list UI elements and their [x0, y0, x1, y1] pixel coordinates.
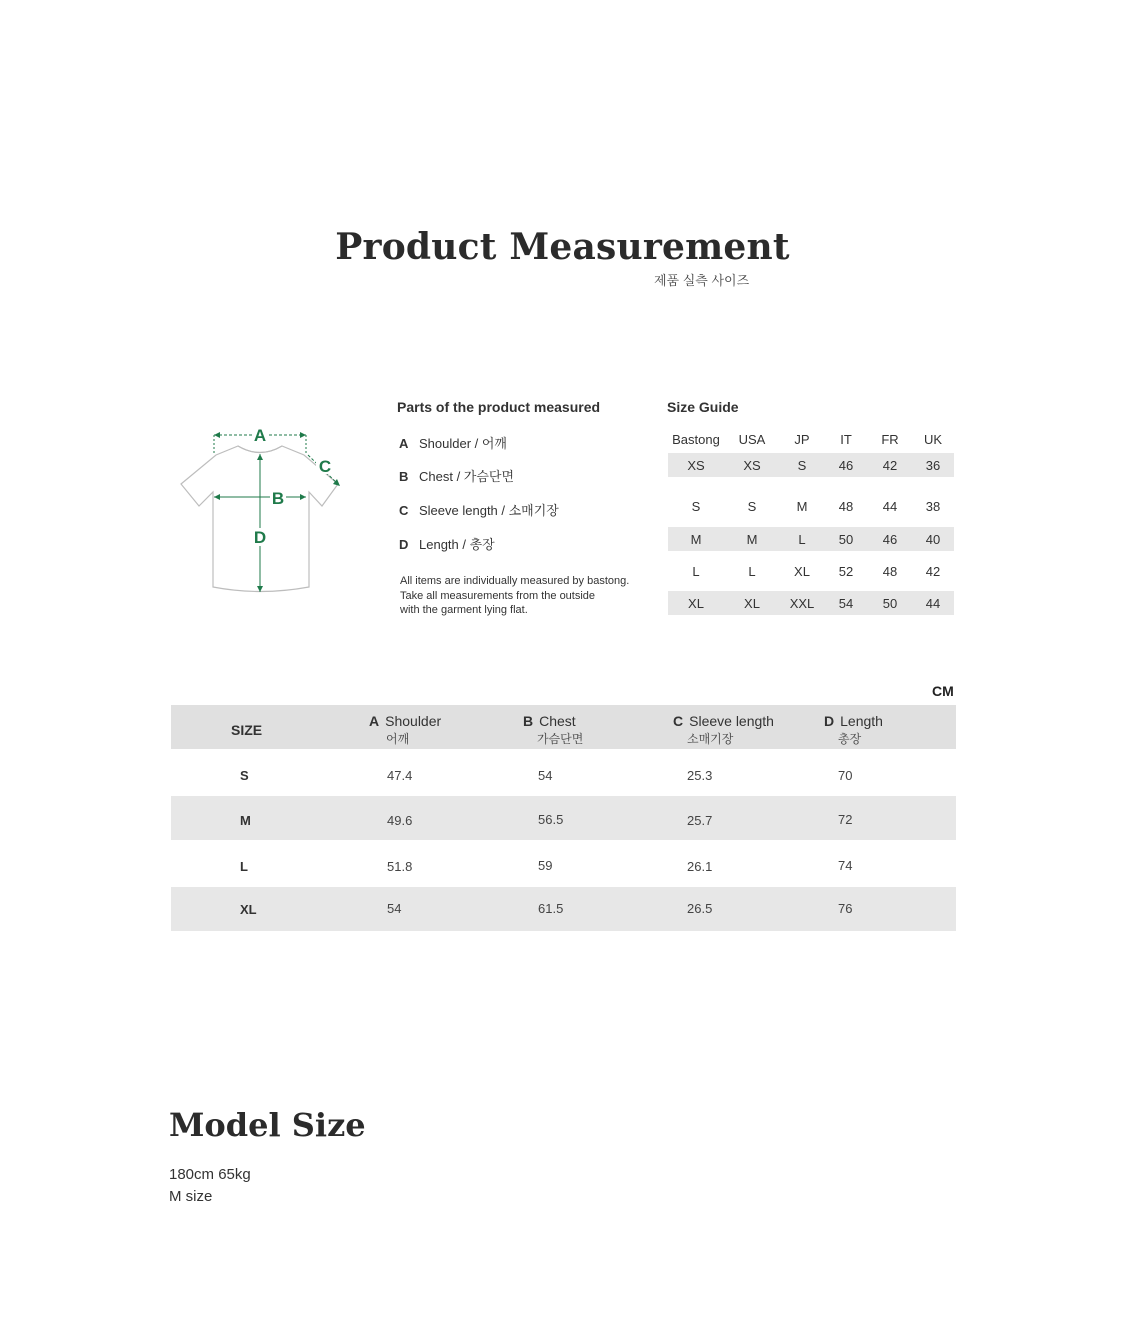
- row-size: S: [240, 768, 249, 783]
- column-name: Sleeve length: [689, 713, 774, 729]
- note-line: All items are individually measured by bastong.: [400, 575, 630, 587]
- column-name: Shoulder: [385, 713, 442, 729]
- cell-shoulder: 47.4: [387, 768, 413, 783]
- size-guide-col-header: Bastong: [672, 431, 720, 447]
- size-guide-cell: S: [691, 498, 701, 514]
- size-guide-cell: 52: [838, 563, 854, 579]
- column-letter: C: [673, 713, 684, 729]
- cell-length: 72: [838, 812, 853, 827]
- measurement-row: [171, 887, 956, 931]
- measurement-note: [400, 574, 660, 618]
- part-letter: C: [399, 503, 409, 518]
- size-guide-col-header: USA: [738, 431, 766, 447]
- column-letter: D: [824, 713, 835, 729]
- cell-length: 74: [838, 858, 853, 873]
- page-subtitle: 제품 실측 사이즈: [654, 273, 750, 288]
- column-name-ko: 총장: [838, 732, 862, 746]
- column-name: Length: [840, 713, 883, 729]
- column-header-chest: [523, 713, 583, 747]
- column-letter: B: [523, 713, 534, 729]
- part-item-c: [399, 500, 559, 519]
- cell-chest: 59: [538, 858, 553, 873]
- size-guide-cell: 36: [925, 457, 941, 473]
- cell-chest: 56.5: [538, 812, 564, 827]
- measurement-table: [171, 705, 956, 931]
- size-guide-cell: 44: [925, 595, 941, 611]
- size-guide-cell: 44: [882, 498, 898, 514]
- row-size: XL: [240, 902, 257, 917]
- column-letter: A: [369, 713, 380, 729]
- size-guide-heading: Size Guide: [667, 399, 739, 415]
- diagram-label-b: B: [271, 489, 285, 508]
- part-item-a: [399, 433, 507, 452]
- part-item-b: [399, 466, 514, 485]
- size-guide-cell: 42: [925, 563, 941, 579]
- size-guide-cell: 50: [838, 531, 854, 547]
- size-guide-row: [668, 477, 954, 527]
- size-guide-cell: 38: [925, 498, 941, 514]
- cell-sleeve: 26.5: [687, 901, 713, 916]
- size-guide-cell: M: [746, 531, 758, 547]
- column-name-ko: 소매기장: [687, 732, 734, 746]
- size-guide-cell: XXL: [789, 595, 815, 611]
- part-text: Length / 총장: [419, 537, 495, 552]
- column-header-sleeve: [673, 713, 774, 747]
- model-size-title: Model Size: [169, 1106, 366, 1144]
- size-guide-cell: XS: [743, 457, 761, 473]
- measurement-row: [171, 796, 956, 840]
- size-guide-row: [668, 527, 954, 551]
- cell-sleeve: 25.3: [687, 768, 713, 783]
- size-guide-cell: 40: [925, 531, 941, 547]
- size-column-header: SIZE: [231, 722, 263, 738]
- cell-chest: 61.5: [538, 901, 564, 916]
- part-item-d: [399, 534, 495, 553]
- measurement-header-row: [171, 705, 956, 749]
- size-guide-cell: XS: [687, 457, 705, 473]
- row-size: M: [240, 813, 251, 828]
- size-guide-cell: S: [747, 498, 757, 514]
- diagram-label-c: C: [318, 457, 332, 476]
- part-text: Shoulder / 어깨: [419, 436, 507, 451]
- cell-chest: 54: [538, 768, 553, 783]
- cell-sleeve: 25.7: [687, 813, 713, 828]
- part-letter: A: [399, 436, 409, 451]
- size-guide-cell: 46: [882, 531, 898, 547]
- column-header-length: [824, 713, 883, 747]
- measurement-row: [171, 840, 956, 887]
- size-guide-cell: M: [690, 531, 702, 547]
- measurement-row: [171, 749, 956, 796]
- part-letter: B: [399, 469, 409, 484]
- cell-shoulder: 51.8: [387, 859, 413, 874]
- column-name: Chest: [539, 713, 576, 729]
- size-guide-cell: L: [798, 531, 806, 547]
- note-line: with the garment lying flat.: [400, 604, 528, 616]
- size-guide-col-header: FR: [881, 431, 899, 447]
- size-guide-cell: XL: [688, 595, 704, 611]
- diagram-label-a: A: [253, 426, 267, 445]
- part-letter: D: [399, 537, 409, 552]
- model-stats: 180cm 65kg: [169, 1166, 251, 1183]
- parts-heading: Parts of the product measured: [397, 399, 601, 415]
- size-guide-cell: 48: [882, 563, 898, 579]
- note-line: Take all measurements from the outside: [400, 589, 596, 602]
- size-guide-row: [668, 551, 954, 591]
- size-guide-cell: 50: [882, 595, 898, 611]
- size-guide-cell: 54: [838, 595, 854, 611]
- size-guide-cell: 42: [882, 457, 898, 473]
- size-guide-cell: XL: [744, 595, 760, 611]
- cell-length: 76: [838, 901, 853, 916]
- size-guide-cell: L: [748, 563, 756, 579]
- tshirt-diagram: [176, 422, 351, 598]
- size-guide-header-row: [668, 425, 954, 453]
- cell-shoulder: 54: [387, 901, 402, 916]
- part-text: Sleeve length / 소매기장: [419, 503, 559, 518]
- size-guide-table: [668, 425, 954, 615]
- part-text: Chest / 가슴단면: [419, 469, 515, 484]
- model-size: M size: [169, 1188, 213, 1205]
- column-name-ko: 어깨: [386, 732, 410, 746]
- size-guide-col-header: UK: [923, 431, 943, 447]
- cell-sleeve: 26.1: [687, 859, 713, 874]
- size-guide-row: [668, 453, 954, 477]
- column-header-shoulder: [369, 713, 441, 747]
- row-size: L: [240, 859, 248, 874]
- size-guide-cell: S: [797, 457, 807, 473]
- size-guide-col-header: JP: [794, 431, 810, 447]
- cell-shoulder: 49.6: [387, 813, 413, 828]
- size-guide-cell: M: [796, 498, 808, 514]
- cell-length: 70: [838, 768, 853, 783]
- size-guide-cell: L: [692, 563, 700, 579]
- unit-label: CM: [932, 683, 954, 699]
- column-name-ko: 가슴단면: [537, 732, 584, 746]
- size-guide-cell: XL: [794, 563, 810, 579]
- size-guide-cell: 48: [838, 498, 854, 514]
- size-guide-col-header: IT: [840, 431, 852, 447]
- diagram-label-d: D: [253, 528, 267, 547]
- size-guide-cell: 46: [838, 457, 854, 473]
- size-guide-row: [668, 591, 954, 615]
- page-title: Product Measurement: [335, 226, 790, 268]
